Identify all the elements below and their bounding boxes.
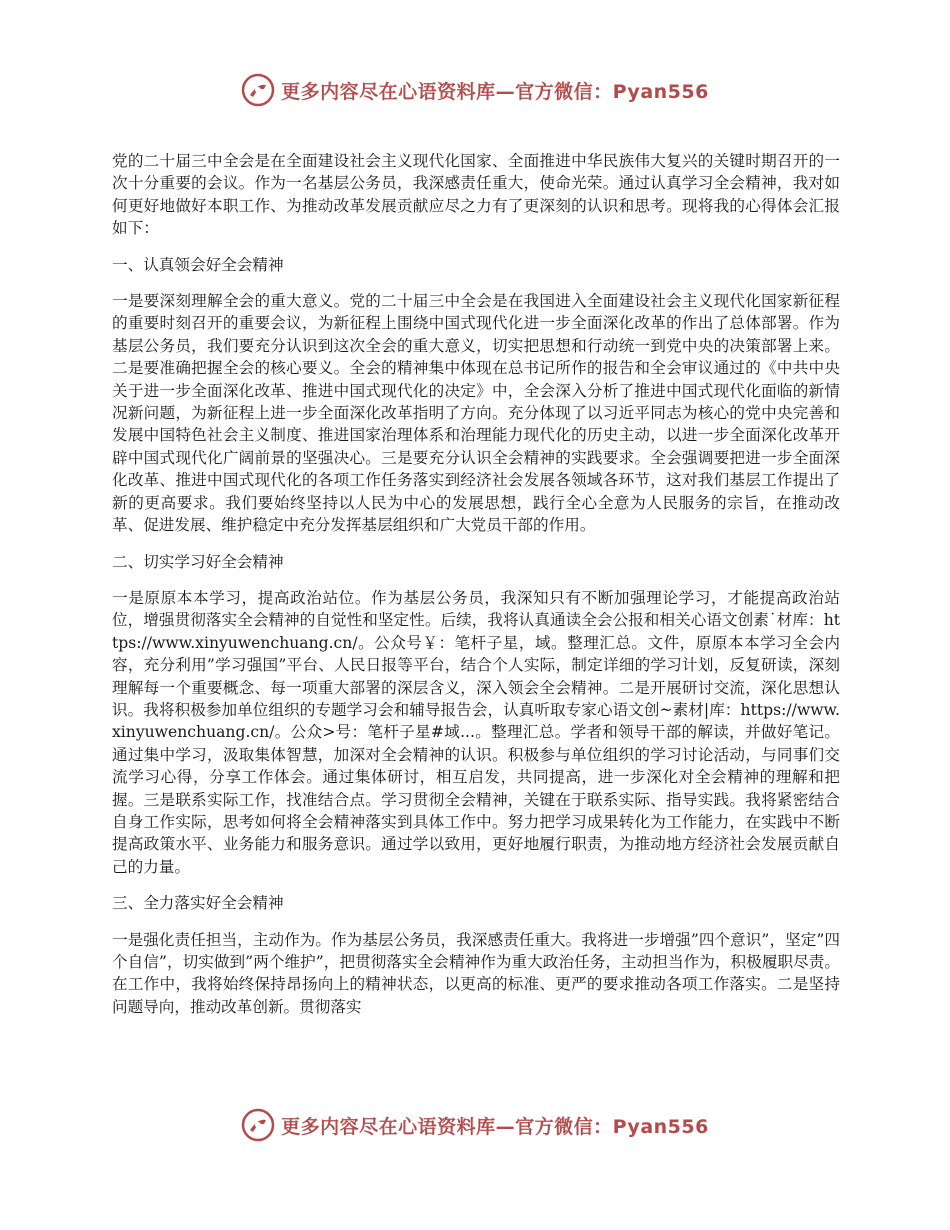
banner-text: 更多内容尽在心语资料库—官方微信：Pyan556 — [281, 80, 709, 103]
book-logo-icon — [241, 1108, 275, 1142]
footer-banner — [0, 1105, 950, 1145]
banner-text: 更多内容尽在心语资料库—官方微信：Pyan556 — [281, 1115, 709, 1138]
section-paragraph: 一是强化责任担当，主动作为。作为基层公务员，我深感责任重大。我将进一步增强”四个意识”，坚定”四个自信”，切实做到”两个维护”，把贯彻落实全会精神作为重大政治任务，主动担当作为，积极履职尽责。在工作中，我将始终保持昂扬向上的精神状态，以更高的标准、更严的要求推动各项工作落实。二是坚持问题导向，推动改革创新。贯彻落实 — [112, 930, 840, 1016]
section-heading: 二、切实学习好全会精神 — [112, 552, 284, 571]
section-heading: 三、全力落实好全会精神 — [112, 894, 284, 913]
header-banner — [0, 70, 950, 110]
section-heading: 一、认真领会好全会精神 — [112, 255, 284, 274]
book-logo-icon — [241, 73, 275, 107]
intro-paragraph: 党的二十届三中全会是在全面建设社会主义现代化国家、全面推进中华民族伟大复兴的关键时期召开的一次十分重要的会议。作为一名基层公务员，我深感责任重大，使命光荣。通过认真学习全会精神，我对如何更好地做好本职工作、为推动改革发展贡献应尽之力有了更深刻的认识和思考。现将我的心得体会汇报如下： — [112, 152, 840, 238]
section-paragraph: 一是原原本本学习，提高政治站位。作为基层公务员，我深知只有不断加强理论学习，才能提高政治站位，增强贯彻落实全会精神的自觉性和坚定性。后续，我将认真通读全会公报和相关心语文创素˙材库：https://www.xinyuwenchuang.cn/。公众号￥：笔杆子星，域。整理汇总。文件，原原本本学习全会内容，充分利用”学习强国”平台、人民日报等平台，结合个人实际，制定详细的学习计划，反复研读，深刻理解每一个重要概念、每一项重大部署的深层含义，深入领会全会精神。二是开展研讨交流，深化思想认识。我将积极参加单位组织的专题学习会和辅导报告会，认真听取专家心语文创~素材|库：https://www.xinyuwenchuang.cn/。公众>号：笔杆子星#域...。整理汇总。学者和领导干部的解读，并做好笔记。通过集中学习，汲取集体智慧，加深对全会精神的认识。积极参与单位组织的学习讨论活动，与同事们交流学习心得，分享工作体会。通过集体研讨，相互启发，共同提高，进一步深化对全会精神的理解和把握。三是联系实际工作，找准结合点。学习贯彻全会精神，关键在于联系实际、指导实践。我将紧密结合自身工作实际，思考如何将全会精神落实到具体工作中。努力把学习成果转化为工作能力，在实践中不断提高政策水平、业务能力和服务意识。通过学以致用，更好地履行职责，为推动地方经济社会发展贡献自己的力量。 — [112, 588, 840, 876]
section-paragraph: 一是要深刻理解全会的重大意义。党的二十届三中全会是在我国进入全面建设社会主义现代化国家新征程的重要时刻召开的重要会议，为新征程上围绕中国式现代化进一步全面深化改革的作出了总体部署。作为基层公务员，我们要充分认识到这次全会的重大意义，切实把思想和行动统一到党中央的决策部署上来。二是要准确把握全会的核心要义。全会的精神集中体现在总书记所作的报告和全会审议通过的《中共中央关于进一步全面深化改革、推进中国式现代化的决定》中，全会深入分析了推进中国式现代化面临的新情况新问题，为新征程上进一步全面深化改革指明了方向。充分体现了以习近平同志为核心的党中央完善和发展中国特色社会主义制度、推进国家治理体系和治理能力现代化的历史主动，以进一步全面深化改革开辟中国式现代化广阔前景的坚强决心。三是要充分认识全会精神的实践要求。全会强调要把进一步全面深化改革、推进中国式现代化的各项工作任务落实到经济社会发展各领域各环节，这对我们基层工作提出了新的更高要求。我们要始终坚持以人民为中心的发展思想，践行全心全意为人民服务的宗旨，在推动改革、促进发展、维护稳定中充分发挥基层组织和广大党员干部的作用。 — [112, 292, 840, 535]
document-body — [112, 150, 840, 1032]
